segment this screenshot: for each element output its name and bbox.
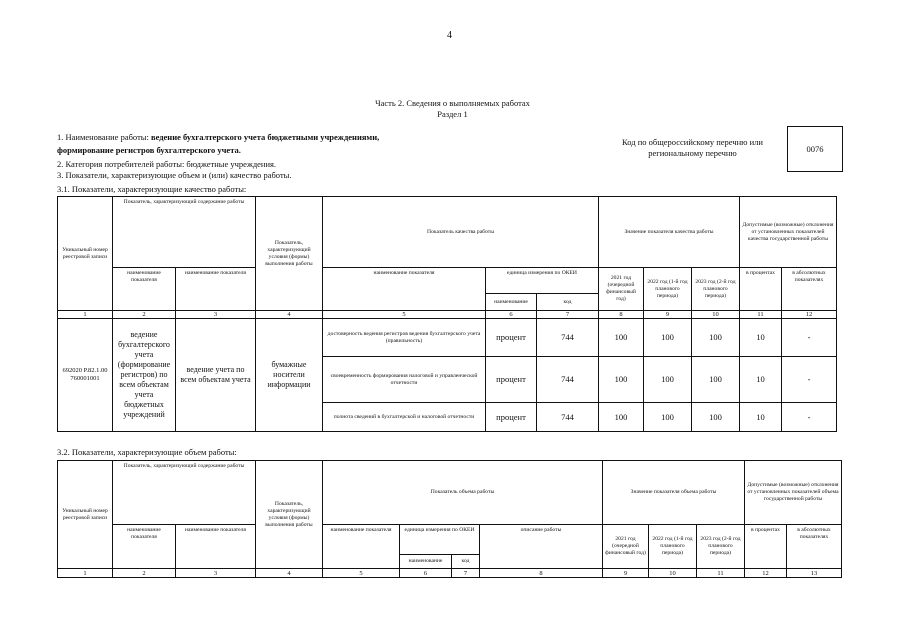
q-h-y2023: 2023 год (2-й год планового периода) bbox=[692, 268, 740, 311]
q-h-unit-name: наименование bbox=[486, 294, 537, 311]
v-h-unit-code: код bbox=[452, 555, 480, 569]
v-colnum-10: 10 bbox=[649, 569, 697, 578]
q-colnum-3: 3 bbox=[176, 311, 256, 319]
work-name-bold-1: ведение бухгалтерского учета бюджетными учреждениями, bbox=[150, 132, 380, 142]
section-title: Раздел 1 bbox=[437, 109, 468, 119]
q-row2-abs: - bbox=[782, 357, 837, 403]
q-h-percent: в процентах bbox=[740, 268, 782, 311]
q-row3-y2023: 100 bbox=[692, 403, 740, 432]
q-row1-unit: процент bbox=[486, 319, 537, 357]
v-colnum-1: 1 bbox=[58, 569, 113, 578]
q-h-quality: Показатель качества работы bbox=[323, 197, 599, 268]
q-condition: бумажные носители информации bbox=[256, 319, 323, 432]
v-h-name2: наименование показателя bbox=[176, 525, 256, 569]
q-row2-indicator: своевременность формирования налоговой и управленческой отчетности bbox=[323, 357, 486, 403]
q-row3-code: 744 bbox=[537, 403, 599, 432]
q-row2-code: 744 bbox=[537, 357, 599, 403]
q-h-conditions: Показатель, характеризующий условия (формы) выполнения работы bbox=[256, 197, 323, 311]
work-name-line1 bbox=[57, 132, 379, 142]
q-row3-y2021: 100 bbox=[599, 403, 644, 432]
quality-table bbox=[57, 196, 837, 432]
q-h-y2022: 2022 год (1-й год планового периода) bbox=[644, 268, 692, 311]
q-registry-code: 692020 Р.82.1.00 760001001 bbox=[58, 319, 113, 432]
v-colnum-5: 5 bbox=[323, 569, 400, 578]
v-h-name1: наименование показателя bbox=[113, 525, 176, 569]
v-h-values: Значение показателя объема работы bbox=[603, 461, 745, 525]
q-row2-y2023: 100 bbox=[692, 357, 740, 403]
q-h-unit-code: код bbox=[537, 294, 599, 311]
q-h-y2021: 2021 год (очередной финансовый год) bbox=[599, 268, 644, 311]
q-row2-y2021: 100 bbox=[599, 357, 644, 403]
q-row1-y2021: 100 bbox=[599, 319, 644, 357]
v-colnum-6: 6 bbox=[400, 569, 452, 578]
q-colnum-2: 2 bbox=[113, 311, 176, 319]
q-h-ind-name: наименование показателя bbox=[323, 268, 486, 311]
v-colnum-7: 7 bbox=[452, 569, 480, 578]
code-box: 0076 bbox=[787, 126, 843, 172]
q-h-content: Показатель, характеризующий содержание работы bbox=[113, 197, 256, 268]
q-h-absolute: в абсолютных показателях bbox=[782, 268, 837, 311]
q-row1-abs: - bbox=[782, 319, 837, 357]
v-colnum-2: 2 bbox=[113, 569, 176, 578]
q-content-2: ведение учета по всем объектам учета bbox=[176, 319, 256, 432]
quality-heading: 3.1. Показатели, характеризующие качество работы: bbox=[57, 184, 247, 194]
q-row3-abs: - bbox=[782, 403, 837, 432]
v-h-absolute: в абсолютных показателях bbox=[787, 525, 842, 569]
v-h-unit-name: наименование bbox=[400, 555, 452, 569]
q-row1-y2022: 100 bbox=[644, 319, 692, 357]
q-row1-pct: 10 bbox=[740, 319, 782, 357]
page-number: 4 bbox=[447, 30, 452, 41]
q-row1-y2023: 100 bbox=[692, 319, 740, 357]
q-h-unit: единица измерения по ОКЕИ bbox=[486, 268, 599, 294]
q-colnum-1: 1 bbox=[58, 311, 113, 319]
v-h-content: Показатель, характеризующий содержание работы bbox=[113, 461, 256, 525]
code-label: Код по общероссийскому перечню или региональному перечню bbox=[622, 137, 763, 158]
q-row3-indicator: полнота сведений в бухгалтерской и налоговой отчетности bbox=[323, 403, 486, 432]
v-colnum-11: 11 bbox=[697, 569, 745, 578]
v-h-y2023: 2023 год (2-й год планового периода) bbox=[697, 525, 745, 569]
q-content-1: ведение бухгалтерского учета (формирование регистров) по всем объектам учета бюджетных учреждений bbox=[113, 319, 176, 432]
indicators-intro: 3. Показатели, характеризующие объем и (или) качество работы. bbox=[57, 170, 292, 180]
work-name-bold-2: формирование регистров бухгалтерского учета. bbox=[57, 145, 241, 155]
q-colnum-11: 11 bbox=[740, 311, 782, 319]
q-colnum-4: 4 bbox=[256, 311, 323, 319]
q-colnum-9: 9 bbox=[644, 311, 692, 319]
v-h-volume: Показатель объема работы bbox=[323, 461, 603, 525]
q-h-deviation: Допустимые (возможные) отклонения от установленных показателей качества государственной работы bbox=[740, 197, 837, 268]
q-colnum-6: 6 bbox=[486, 311, 537, 319]
v-h-conditions: Показатель, характеризующий условия (формы) выполнения работы bbox=[256, 461, 323, 569]
v-h-registry: Уникальный номер реестровой записи bbox=[58, 461, 113, 569]
q-row3-y2022: 100 bbox=[644, 403, 692, 432]
q-colnum-5: 5 bbox=[323, 311, 486, 319]
q-colnum-12: 12 bbox=[782, 311, 837, 319]
q-row1-code: 744 bbox=[537, 319, 599, 357]
q-row3-unit: процент bbox=[486, 403, 537, 432]
v-h-description: описание работы bbox=[480, 525, 603, 569]
v-colnum-13: 13 bbox=[787, 569, 842, 578]
q-row2-pct: 10 bbox=[740, 357, 782, 403]
q-colnum-10: 10 bbox=[692, 311, 740, 319]
q-row1-indicator: достоверность ведения регистров ведения бухгалтерского учета (правильность) bbox=[323, 319, 486, 357]
q-h-name2: наименование показателя bbox=[176, 268, 256, 311]
q-row2-unit: процент bbox=[486, 357, 537, 403]
v-h-deviation: Допустимые (возможные) отклонения от установленных показателей объема государственной работы bbox=[745, 461, 842, 525]
volume-heading: 3.2. Показатели, характеризующие объем работы: bbox=[57, 447, 237, 457]
part-title-block bbox=[0, 98, 905, 120]
v-h-ind-name: наименование показателя bbox=[323, 525, 400, 569]
work-name-prefix: 1. Наименование работы: bbox=[57, 132, 151, 142]
v-colnum-3: 3 bbox=[176, 569, 256, 578]
consumer-category: 2. Категория потребителей работы: бюджетные учреждения. bbox=[57, 159, 277, 169]
q-row3-pct: 10 bbox=[740, 403, 782, 432]
q-colnum-7: 7 bbox=[537, 311, 599, 319]
v-colnum-4: 4 bbox=[256, 569, 323, 578]
q-h-name1: наименование показателя bbox=[113, 268, 176, 311]
v-colnum-8: 8 bbox=[480, 569, 603, 578]
work-name-line2 bbox=[57, 145, 241, 155]
v-h-unit: единица измерения по ОКЕИ bbox=[400, 525, 480, 555]
volume-table bbox=[57, 460, 842, 578]
v-h-y2021: 2021 год (очередной финансовый год) bbox=[603, 525, 649, 569]
q-row2-y2022: 100 bbox=[644, 357, 692, 403]
v-colnum-9: 9 bbox=[603, 569, 649, 578]
v-h-percent: в процентах bbox=[745, 525, 787, 569]
v-h-y2022: 2022 год (1-й год планового периода) bbox=[649, 525, 697, 569]
q-h-registry: Уникальный номер реестровой записи bbox=[58, 197, 113, 311]
part-title: Часть 2. Сведения о выполняемых работах bbox=[375, 98, 530, 108]
q-h-values: Значение показателя качества работы bbox=[599, 197, 740, 268]
q-colnum-8: 8 bbox=[599, 311, 644, 319]
v-colnum-12: 12 bbox=[745, 569, 787, 578]
